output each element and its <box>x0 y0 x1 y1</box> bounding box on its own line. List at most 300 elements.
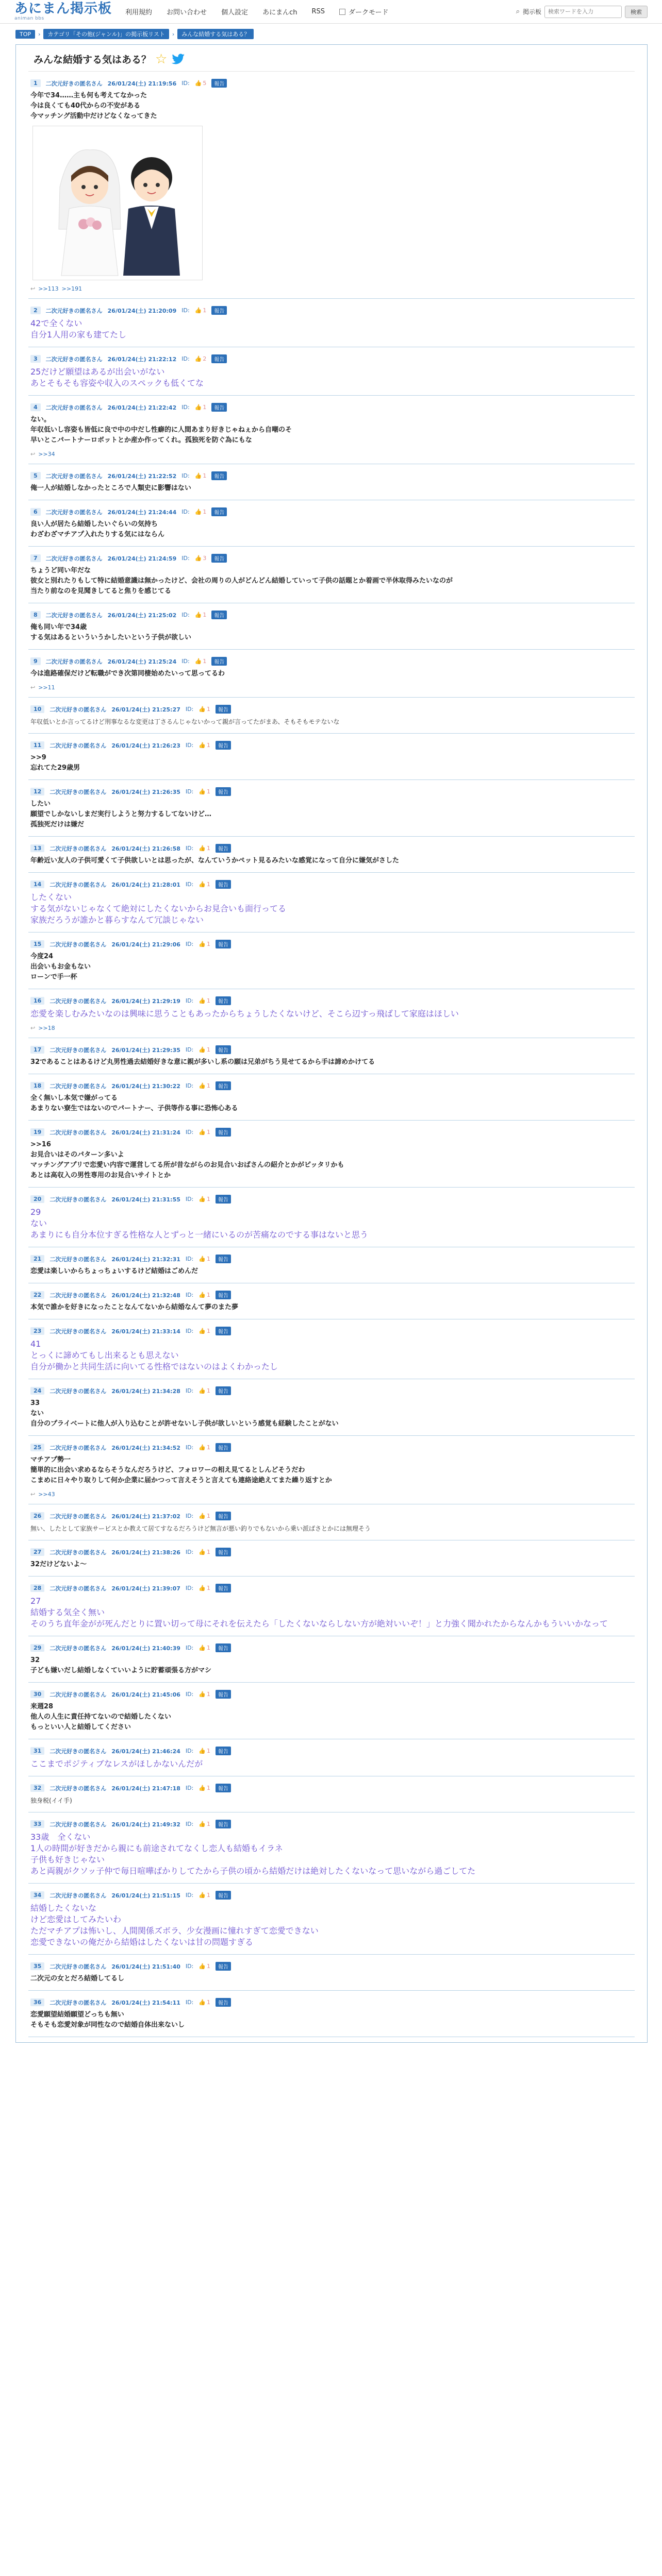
post <box>28 299 635 347</box>
good-count: 1 <box>207 1549 211 1555</box>
nav-animanch[interactable]: あにまんch <box>262 9 297 16</box>
post-date: 26/01/24(土) 21:25:24 <box>107 658 177 665</box>
good-button[interactable] <box>198 788 210 795</box>
nav-contact[interactable]: お問い合わせ <box>167 9 207 16</box>
post-meta <box>30 1998 633 2007</box>
post-date: 26/01/24(土) 21:25:27 <box>111 706 180 713</box>
thumbs-up-icon: 👍 <box>198 1691 206 1698</box>
good-button[interactable] <box>198 1821 210 1827</box>
poster-id: ID: <box>181 404 190 411</box>
report-button[interactable]: 報告 <box>216 1081 231 1090</box>
reply-icon: ↩ <box>30 1025 36 1031</box>
report-button[interactable]: 報告 <box>216 1891 231 1900</box>
report-button[interactable]: 報告 <box>211 354 227 363</box>
report-button[interactable]: 報告 <box>216 1327 231 1335</box>
good-count: 1 <box>207 1046 211 1053</box>
post-number[interactable]: 24 <box>30 1387 44 1395</box>
post-body: 今は進路確保だけど転職ができ次第同棲始めたいって思ってるわ <box>30 670 225 677</box>
post-meta <box>30 940 633 948</box>
good-count: 1 <box>207 742 211 749</box>
post-number[interactable]: 28 <box>30 1584 44 1592</box>
report-button[interactable]: 報告 <box>216 940 231 948</box>
post-date: 26/01/24(土) 21:22:42 <box>107 404 177 411</box>
post-date: 26/01/24(土) 21:45:06 <box>111 1691 180 1698</box>
search-icon: ⌕ <box>516 8 520 15</box>
post-body: ここまでポジティブなレスがほしかないんだが <box>30 1759 203 1769</box>
good-button[interactable] <box>195 355 207 362</box>
good-button[interactable] <box>198 742 210 749</box>
thumbs-up-icon: 👍 <box>194 472 202 479</box>
thumbs-up-icon: 👍 <box>194 555 202 562</box>
reply-anchor-link[interactable]: >>43 <box>38 1491 55 1498</box>
poster-name: 二次元好きの匿名さん <box>49 1046 107 1054</box>
good-button[interactable] <box>198 1963 210 1970</box>
logo-subtext: animan bbs <box>14 16 44 21</box>
post-date: 26/01/24(土) 21:46:24 <box>111 1748 180 1755</box>
post-number[interactable]: 13 <box>30 844 44 852</box>
report-button[interactable]: 報告 <box>211 471 227 480</box>
report-button[interactable]: 報告 <box>216 705 231 714</box>
post-date: 26/01/24(土) 21:33:14 <box>111 1328 180 1335</box>
post-body: 俺一人が結婚しなかったところで人類史に影響はない <box>30 484 191 492</box>
poster-id: ID: <box>185 1292 194 1298</box>
good-button[interactable] <box>198 997 210 1004</box>
good-button[interactable] <box>198 1549 210 1555</box>
post <box>28 1540 635 1577</box>
report-button[interactable]: 報告 <box>216 1128 231 1137</box>
poster-name: 二次元好きの匿名さん <box>49 1387 107 1395</box>
logo-text: あにまん掲示板 <box>14 1 112 16</box>
poster-name: 二次元好きの匿名さん <box>49 1328 107 1335</box>
poster-name: 二次元好きの匿名さん <box>49 1129 107 1136</box>
nav-settings[interactable]: 個人設定 <box>221 9 249 16</box>
good-button[interactable] <box>198 1585 210 1591</box>
good-count: 1 <box>207 845 211 852</box>
report-button[interactable]: 報告 <box>216 880 231 889</box>
good-button[interactable] <box>198 1645 210 1651</box>
report-button[interactable]: 報告 <box>216 1820 231 1828</box>
dark-mode-toggle[interactable] <box>339 7 388 16</box>
post-number[interactable]: 7 <box>30 554 41 562</box>
good-count: 1 <box>207 1513 211 1519</box>
good-button[interactable] <box>195 404 207 411</box>
post-meta <box>30 1255 633 1263</box>
post-image[interactable] <box>32 126 203 280</box>
post <box>28 1038 635 1074</box>
post-number[interactable]: 34 <box>30 1891 44 1899</box>
post <box>28 1319 635 1379</box>
post-body: 32 子ども嫌いだし結婚しなくていいように貯蓄頑張る方がマシ <box>30 1656 212 1674</box>
thumbs-up-icon: 👍 <box>194 509 202 515</box>
report-button[interactable]: 報告 <box>216 1643 231 1652</box>
good-button[interactable] <box>198 1513 210 1519</box>
report-button[interactable]: 報告 <box>216 996 231 1005</box>
good-count: 1 <box>203 307 207 314</box>
report-button[interactable]: 報告 <box>216 1998 231 2007</box>
good-count: 1 <box>207 1292 211 1298</box>
post-date: 26/01/24(土) 21:34:52 <box>111 1444 180 1451</box>
good-button[interactable] <box>198 1785 210 1791</box>
thumbs-up-icon: 👍 <box>194 307 202 314</box>
reply-anchor-link[interactable]: >>113 <box>38 285 59 292</box>
good-count: 2 <box>203 355 207 362</box>
report-button[interactable]: 報告 <box>211 79 227 88</box>
thumbs-up-icon: 👍 <box>198 1444 206 1451</box>
post-meta <box>30 79 633 88</box>
post-meta <box>30 1512 633 1520</box>
thumbs-up-icon: 👍 <box>198 1292 206 1298</box>
post-meta <box>30 1962 633 1971</box>
report-button[interactable]: 報告 <box>216 1255 231 1263</box>
poster-id: ID: <box>185 881 194 888</box>
good-button[interactable] <box>195 80 207 87</box>
post-number[interactable]: 1 <box>30 79 41 87</box>
post-number[interactable]: 23 <box>30 1327 44 1335</box>
good-button[interactable] <box>195 555 207 562</box>
post-number[interactable]: 17 <box>30 1046 44 1054</box>
poster-id: ID: <box>181 509 190 515</box>
post-meta <box>30 1081 633 1090</box>
reply-anchor-link[interactable]: >>18 <box>38 1025 55 1031</box>
poster-id: ID: <box>185 1748 194 1754</box>
good-count: 1 <box>207 941 211 947</box>
post <box>28 1247 635 1283</box>
report-button[interactable]: 報告 <box>216 741 231 750</box>
post-number[interactable]: 15 <box>30 940 44 948</box>
post-body: したい 願望でしかないしまだ実行しようと努力するしてないけど… 孤独死だけは嫌だ <box>30 800 212 828</box>
good-button[interactable] <box>198 1444 210 1451</box>
post-number[interactable]: 26 <box>30 1512 44 1520</box>
post-date: 26/01/24(土) 21:40:39 <box>111 1645 180 1652</box>
post-number[interactable]: 11 <box>30 741 44 749</box>
post <box>28 500 635 547</box>
post-number[interactable]: 3 <box>30 355 41 363</box>
reply-anchors <box>30 285 633 292</box>
post <box>28 1683 635 1739</box>
thumbs-up-icon: 👍 <box>198 706 206 713</box>
post-number[interactable]: 6 <box>30 508 41 516</box>
post-number[interactable]: 29 <box>30 1644 44 1652</box>
good-button[interactable] <box>198 1691 210 1698</box>
good-count: 1 <box>207 997 211 1004</box>
thumbs-up-icon: 👍 <box>198 1748 206 1754</box>
post-number[interactable]: 30 <box>30 1690 44 1698</box>
post-body: 25だけど願望はあるが出会いがない あとそもそも容姿や収入のスペックも低くてな <box>30 367 204 388</box>
good-button[interactable] <box>195 472 207 479</box>
post-date: 26/01/24(土) 21:20:09 <box>107 307 177 314</box>
poster-id: ID: <box>185 997 194 1004</box>
post-number[interactable]: 2 <box>30 307 41 314</box>
search-scope[interactable]: 掲示板 <box>522 8 541 15</box>
report-button[interactable]: 報告 <box>211 306 227 315</box>
poster-name: 二次元好きの匿名さん <box>49 1645 107 1652</box>
poster-id: ID: <box>185 1082 194 1089</box>
good-button[interactable] <box>198 706 210 713</box>
post <box>28 1955 635 1991</box>
thumbs-up-icon: 👍 <box>194 404 202 411</box>
post-date: 26/01/24(土) 21:22:52 <box>107 472 177 480</box>
report-button[interactable]: 報告 <box>216 1195 231 1204</box>
post <box>28 837 635 873</box>
post <box>28 1188 635 1247</box>
report-button[interactable]: 報告 <box>216 787 231 796</box>
good-button[interactable] <box>198 1256 210 1262</box>
post-body: 今度24 出会いもお金もない ローンで手一杯 <box>30 953 91 981</box>
post-body: 俺も同い年で34歳 する気はあるといういうかしたいという子供が欲しい <box>30 623 192 641</box>
report-button[interactable]: 報告 <box>216 1386 231 1395</box>
post-number[interactable]: 31 <box>30 1747 44 1755</box>
good-count: 1 <box>207 1999 211 2006</box>
poster-id: ID: <box>185 1785 194 1791</box>
thumbs-up-icon: 👍 <box>198 1549 206 1555</box>
breadcrumb-current[interactable]: みんな結婚する気はある？ <box>177 29 254 39</box>
poster-name: 二次元好きの匿名さん <box>49 997 107 1005</box>
breadcrumb-category[interactable]: カテゴリ「その他(ジャンル)」の掲示板リスト <box>43 29 169 39</box>
post-body: 結婚したくないな けど恋愛はしてみたいわ ただマチアプは怖いし、人間関係ズボラ、少女漫画に憧れすぎて恋愛できない 恋愛できないの俺だから結婚はしたくないは甘の問題すぎる <box>30 1903 319 1947</box>
post-meta <box>30 1584 633 1592</box>
good-button[interactable] <box>198 1196 210 1202</box>
thumbs-up-icon: 👍 <box>198 1892 206 1899</box>
poster-name: 二次元好きの匿名さん <box>49 1513 107 1520</box>
post <box>28 650 635 698</box>
nav-rss[interactable]: RSS <box>311 8 325 15</box>
reply-anchor-link[interactable]: >>191 <box>61 285 82 292</box>
post-date: 26/01/24(土) 21:26:35 <box>111 788 180 795</box>
post-body: 33 ない 自分のプライベートに他人が入り込むことが許せないし子供が欲しいという感覚も経験したことがない <box>30 1399 339 1428</box>
favorite-star-icon[interactable]: ☆ <box>155 51 168 67</box>
post <box>28 698 635 734</box>
post <box>28 1074 635 1121</box>
good-count: 1 <box>207 1129 211 1136</box>
post-body: 恋愛願望結婚願望どっちも無い そもそも恋愛対象が同性なので結婚自体出来ないし <box>30 2011 185 2029</box>
good-button[interactable] <box>198 1328 210 1334</box>
post-body: 本気で誰かを好きになったことなんてないから結婚なんて夢のまた夢 <box>30 1303 239 1311</box>
reply-anchor-link[interactable]: >>34 <box>38 451 55 457</box>
good-count: 1 <box>203 404 207 411</box>
report-button[interactable]: 報告 <box>216 1548 231 1556</box>
post-date: 26/01/24(土) 21:31:55 <box>111 1196 180 1203</box>
post-number[interactable]: 33 <box>30 1820 44 1828</box>
thumbs-up-icon: 👍 <box>194 355 202 362</box>
poster-name: 二次元好きの匿名さん <box>45 612 103 619</box>
thumbs-up-icon: 👍 <box>198 1046 206 1053</box>
post-date: 26/01/24(土) 21:26:23 <box>111 742 180 749</box>
report-button[interactable]: 報告 <box>216 1443 231 1452</box>
post-date: 26/01/24(土) 21:34:28 <box>111 1387 180 1395</box>
poster-name: 二次元好きの匿名さん <box>49 881 107 888</box>
good-count: 1 <box>207 1748 211 1754</box>
poster-name: 二次元好きの匿名さん <box>49 1963 107 1970</box>
report-button[interactable]: 報告 <box>216 1784 231 1792</box>
poster-id: ID: <box>185 1963 194 1970</box>
good-button[interactable] <box>198 1387 210 1394</box>
report-button[interactable]: 報告 <box>216 1962 231 1971</box>
poster-id: ID: <box>181 307 190 314</box>
report-button[interactable]: 報告 <box>211 611 227 619</box>
good-button[interactable] <box>198 1292 210 1298</box>
report-button[interactable]: 報告 <box>211 507 227 516</box>
post-meta <box>30 1195 633 1204</box>
good-button[interactable] <box>195 612 207 618</box>
good-button[interactable] <box>198 1748 210 1754</box>
breadcrumb-top[interactable]: TOP <box>15 30 35 39</box>
report-button[interactable]: 報告 <box>216 1512 231 1520</box>
post-number[interactable]: 21 <box>30 1255 44 1263</box>
post-date: 26/01/24(土) 21:47:18 <box>111 1785 180 1792</box>
post-number[interactable]: 36 <box>30 1998 44 2006</box>
poster-id: ID: <box>185 1444 194 1451</box>
reply-icon: ↩ <box>30 684 36 691</box>
post-meta <box>30 403 633 412</box>
report-button[interactable]: 報告 <box>216 1690 231 1699</box>
post <box>28 1436 635 1504</box>
post-number[interactable]: 5 <box>30 472 41 480</box>
post-date: 26/01/24(土) 21:31:24 <box>111 1129 180 1136</box>
good-button[interactable] <box>198 1892 210 1899</box>
twitter-share-icon[interactable] <box>171 54 186 65</box>
post-number[interactable]: 12 <box>30 788 44 795</box>
post <box>28 1991 635 2037</box>
post-body: 42で全くない 自分1人用の家も建てたし <box>30 318 127 340</box>
poster-name: 二次元好きの匿名さん <box>45 658 103 665</box>
good-count: 1 <box>203 612 207 618</box>
reply-icon: ↩ <box>30 451 36 457</box>
good-count: 1 <box>207 1196 211 1202</box>
post-date: 26/01/24(土) 21:51:40 <box>111 1963 180 1970</box>
post-number[interactable]: 20 <box>30 1195 44 1203</box>
report-button[interactable]: 報告 <box>216 1584 231 1592</box>
post-date: 26/01/24(土) 21:32:48 <box>111 1292 180 1299</box>
good-count: 1 <box>207 1082 211 1089</box>
reply-anchors <box>30 1025 633 1031</box>
post-date: 26/01/24(土) 21:25:02 <box>107 612 177 619</box>
post-number[interactable]: 14 <box>30 880 44 888</box>
good-count: 1 <box>207 1256 211 1262</box>
good-count: 1 <box>203 472 207 479</box>
post-number[interactable]: 8 <box>30 611 41 619</box>
post <box>28 873 635 933</box>
post-date: 26/01/24(土) 21:22:12 <box>107 355 177 363</box>
post <box>28 603 635 650</box>
poster-id: ID: <box>185 1549 194 1555</box>
thread-title: みんな結婚する気はある？ <box>34 54 152 65</box>
poster-id: ID: <box>185 1691 194 1698</box>
checkbox-icon[interactable] <box>339 9 345 15</box>
post-meta <box>30 880 633 889</box>
thumbs-up-icon: 👍 <box>198 881 206 888</box>
post-date: 26/01/24(土) 21:24:44 <box>107 509 177 516</box>
good-count: 1 <box>207 1585 211 1591</box>
thumbs-up-icon: 👍 <box>198 1999 206 2006</box>
post-number[interactable]: 9 <box>30 657 41 665</box>
good-button[interactable] <box>198 1129 210 1136</box>
good-button[interactable] <box>198 1046 210 1053</box>
post-number[interactable]: 32 <box>30 1784 44 1792</box>
post <box>28 734 635 780</box>
good-button[interactable] <box>198 881 210 888</box>
post-number[interactable]: 16 <box>30 997 44 1005</box>
post-body: 良い人が居たら結婚したいぐらいの気持ち わざわざマチアプ入れたりする気にはならん <box>30 520 165 538</box>
poster-name: 二次元好きの匿名さん <box>49 1785 107 1792</box>
good-button[interactable] <box>198 1999 210 2006</box>
post-body: マチアプ勢一 簡単的に出会い求めるならそうなんだろうけど、フォロワーの相え見てるとしんどそうだわ こまめに日々やり取りして何か企業に届かつって言えそうと言えても連絡途絶えてまた繰り返すとか <box>30 1456 332 1484</box>
post <box>28 1504 635 1540</box>
site-logo[interactable] <box>14 2 112 21</box>
post-number[interactable]: 10 <box>30 705 44 713</box>
good-button[interactable] <box>195 658 207 665</box>
good-button[interactable] <box>198 845 210 852</box>
report-button[interactable]: 報告 <box>211 403 227 412</box>
post-body: 恋愛を楽しむみたいなのは興味に思うこともあったからちょうしたくないけど、そこら辺すっ飛ばして家庭はほしい <box>30 1009 459 1019</box>
good-button[interactable] <box>195 307 207 314</box>
poster-name: 二次元好きの匿名さん <box>49 1082 107 1090</box>
post-meta <box>30 1128 633 1137</box>
report-button[interactable]: 報告 <box>216 1747 231 1755</box>
post-meta <box>30 354 633 363</box>
thumbs-up-icon: 👍 <box>198 1513 206 1519</box>
post-meta <box>30 705 633 714</box>
post-date: 26/01/24(土) 21:26:58 <box>111 845 180 852</box>
post-number[interactable]: 27 <box>30 1548 44 1556</box>
post-meta <box>30 741 633 750</box>
search-button[interactable]: 検索 <box>625 6 648 18</box>
thumbs-up-icon: 👍 <box>198 1196 206 1202</box>
poster-id: ID: <box>185 1196 194 1202</box>
thumbs-up-icon: 👍 <box>198 1585 206 1591</box>
good-button[interactable] <box>195 509 207 515</box>
post <box>28 547 635 603</box>
report-button[interactable]: 報告 <box>211 554 227 563</box>
good-count: 1 <box>207 1645 211 1651</box>
post-meta <box>30 306 633 315</box>
reply-anchors <box>30 1491 633 1498</box>
post-number[interactable]: 4 <box>30 403 41 411</box>
good-button[interactable] <box>198 941 210 947</box>
post-number[interactable]: 22 <box>30 1291 44 1299</box>
post-number[interactable]: 25 <box>30 1444 44 1451</box>
poster-id: ID: <box>185 788 194 795</box>
post-date: 26/01/24(土) 21:51:15 <box>111 1892 180 1899</box>
report-button[interactable]: 報告 <box>211 657 227 666</box>
good-count: 1 <box>207 1785 211 1791</box>
nav-terms[interactable]: 利用規約 <box>125 9 153 16</box>
search-input[interactable] <box>544 6 622 18</box>
post-body: 二次元の女とだろ結婚してるし <box>30 1975 125 1982</box>
report-button[interactable]: 報告 <box>216 1291 231 1299</box>
post-number[interactable]: 18 <box>30 1082 44 1090</box>
good-button[interactable] <box>198 1082 210 1089</box>
post-number[interactable]: 35 <box>30 1962 44 1970</box>
post-date: 26/01/24(土) 21:29:35 <box>111 1046 180 1054</box>
post-body: 独身税(イイ手) <box>30 1797 72 1804</box>
post-meta <box>30 787 633 796</box>
thumbs-up-icon: 👍 <box>194 612 202 618</box>
post-body: 今年で34……主も何も考えてなかった 今は良くても40代からの不安がある 今マッチング活動中だけどなくなってきた <box>30 92 157 120</box>
report-button[interactable]: 報告 <box>216 1045 231 1054</box>
post-number[interactable]: 19 <box>30 1128 44 1136</box>
thumbs-up-icon: 👍 <box>198 941 206 947</box>
good-count: 1 <box>207 1387 211 1394</box>
post <box>28 1884 635 1955</box>
poster-id: ID: <box>185 1046 194 1053</box>
report-button[interactable]: 報告 <box>216 844 231 853</box>
good-count: 1 <box>207 1691 211 1698</box>
reply-anchor-link[interactable]: >>11 <box>38 684 55 691</box>
poster-name: 二次元好きの匿名さん <box>45 472 103 480</box>
post-meta <box>30 1643 633 1652</box>
poster-id: ID: <box>185 1328 194 1334</box>
poster-id: ID: <box>185 1387 194 1394</box>
